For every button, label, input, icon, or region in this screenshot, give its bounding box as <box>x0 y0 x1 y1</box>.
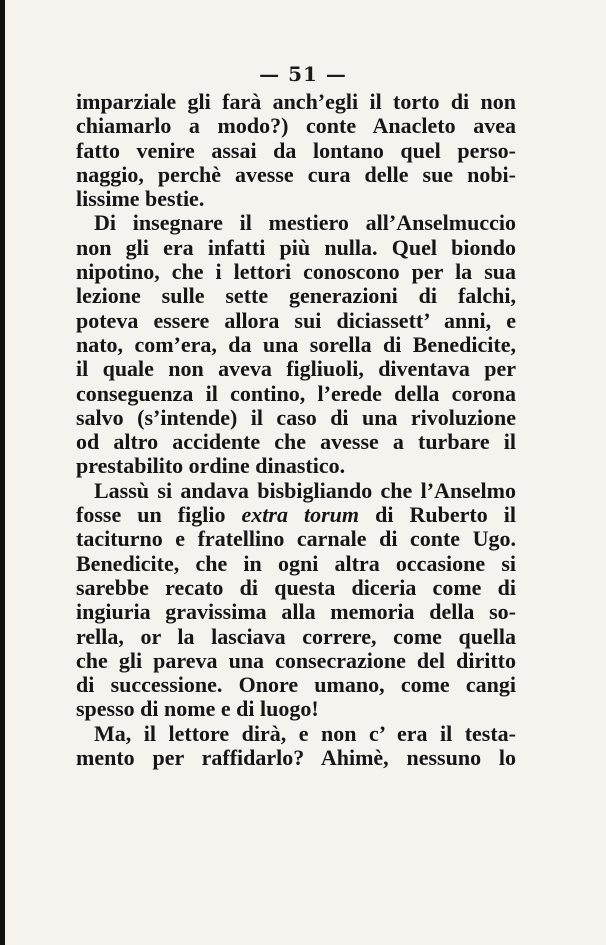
italic-phrase: extra torum <box>241 503 360 528</box>
body-text <box>76 90 516 770</box>
text-line: imparziale gli farà anch’egli il torto di non <box>76 90 516 114</box>
text-line: prestabilito ordine dinastico. <box>76 454 346 479</box>
text-line: il quale non aveva figliuoli, diventava per <box>76 357 516 382</box>
text-line: conseguenza il contino, l’erede della corona <box>76 381 516 406</box>
text-line: lezione sulle sette generazioni di falchi, <box>76 284 516 309</box>
text-line: nipotino, che i lettori conoscono per la sua <box>76 260 516 285</box>
text-line: rella, or la lasciava correre, come quella <box>76 624 516 649</box>
text-line: poteva essere allora sui diciassett’ anni, e <box>76 308 516 333</box>
text-line: sarebbe recato di questa diceria come di <box>76 575 516 600</box>
binding-edge <box>0 0 5 945</box>
text-line: Lassù si andava bisbigliando che l’Anselmo <box>94 478 516 503</box>
text-line: ingiuria gravissima alla memoria della so- <box>76 600 516 625</box>
text-line: che gli pareva una consecrazione del diritto <box>76 648 516 673</box>
text-line: Di insegnare il mestiero all’Anselmuccio <box>94 211 516 236</box>
text-line: Benedicite, che in ogni altra occasione si <box>76 551 516 576</box>
text-line: od altro accidente che avesse a turbare il <box>76 430 516 455</box>
text-line: nato, com’era, da una sorella di Benedicite, <box>76 332 516 357</box>
text-line: fatto venire assai da lontano quel perso- <box>76 138 516 163</box>
text-segment: fosse un figlio <box>76 503 242 528</box>
text-line: lissime bestie. <box>76 187 205 212</box>
text-line: non gli era infatti più nulla. Quel biondo <box>76 235 516 260</box>
text-line: taciturno e fratellino carnale di conte Ugo. <box>76 527 516 552</box>
text-line <box>76 503 516 527</box>
text-line: di successione. Onore umano, come cangi <box>76 673 516 698</box>
text-line: spesso di nome e di luogo! <box>76 697 319 722</box>
text-line: chiamarlo a modo?) conte Anacleto avea <box>76 114 516 139</box>
text-line: Ma, il lettore dirà, e non c’ era il testa- <box>94 721 516 746</box>
text-line: salvo (s’intende) il caso di una rivoluzione <box>76 405 516 430</box>
page-number: — 51 — <box>259 62 347 86</box>
text-segment: di Ruberto il <box>359 503 516 528</box>
text-line: naggio, perchè avesse cura delle sue nobi- <box>76 162 516 187</box>
text-line: mento per raffidarlo? Ahimè, nessuno lo <box>76 746 516 771</box>
